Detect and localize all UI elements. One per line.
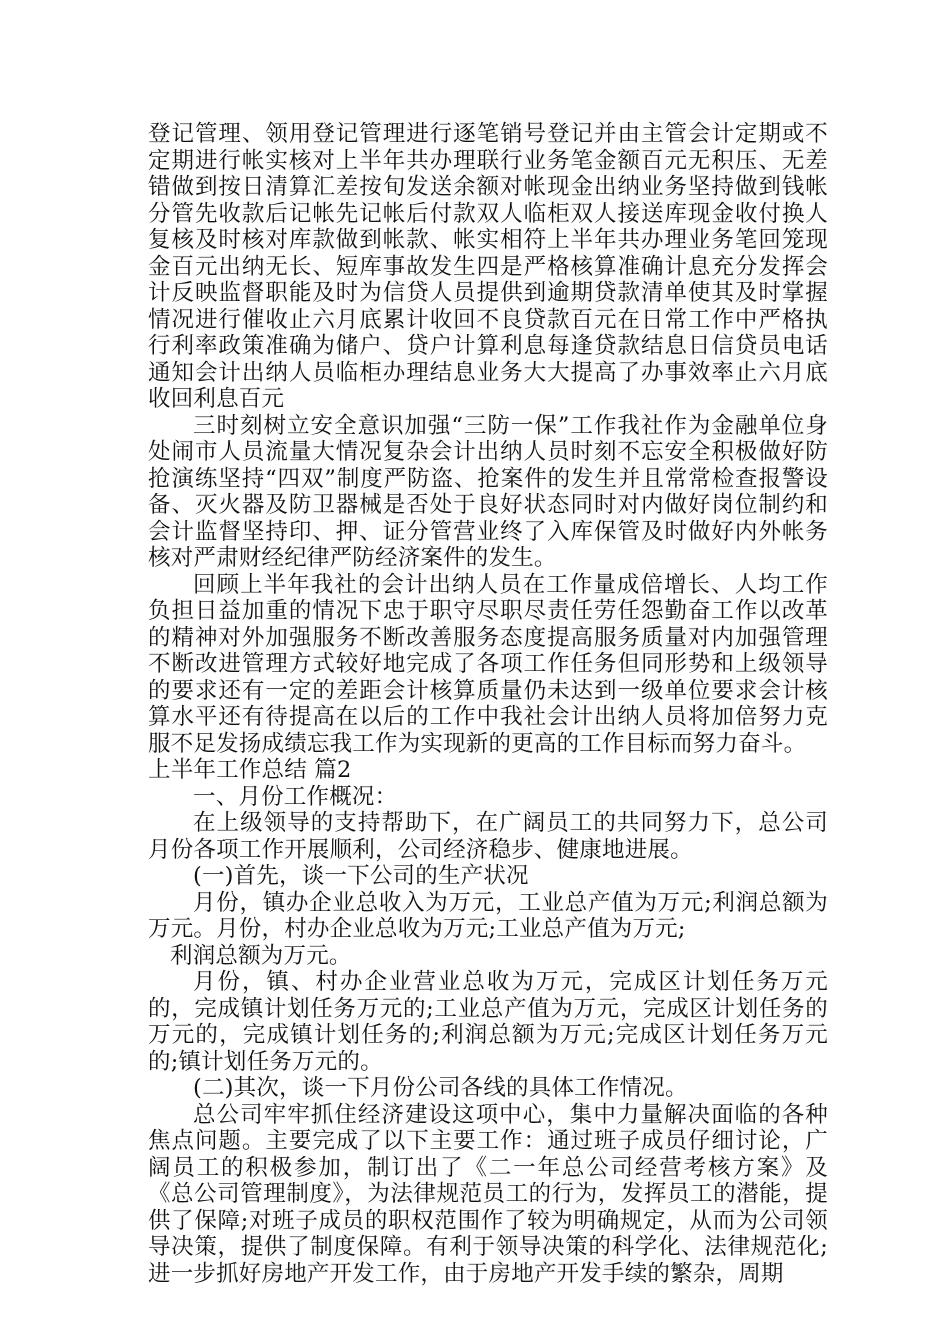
paragraph-security-awareness: 三时刻树立安全意识加强“三防一保”工作我社作为金融单位身处闹市人员流量大情况复杂会计出纳人员时刻不忘安全积极做好防抢演练坚持“四双”制度严防盗、抢案件的发生并且常常检查报警设备、灭火器及防卫器械是否处于良好状态同时对内做好岗位制约和会计监督坚持印、押、证分管营业终了入库保管及时做好内外帐务核对严肃财经纪律严防经济案件的发生。 [148, 412, 828, 571]
paragraph-work-heading: (二)其次，谈一下月份公司各线的具体工作情况。 [193, 1075, 688, 1101]
paragraph-overview-heading: 一、月份工作概况： [193, 783, 398, 810]
paragraph-production-heading: (一)首先，谈一下公司的生产状况 [193, 863, 529, 889]
paragraph-production-3: 月份，镇、村办企业营业总收为万元，完成区计划任务万元的，完成镇计划任务万元的;工业总产值为万元，完成区计划任务的万元的，完成镇计划任务的;利润总额为万元;完成区计划任务万元的;镇计划任务万元的。 [148, 969, 828, 1075]
document-body [148, 121, 828, 1287]
section-heading: 上半年工作总结 篇2 [148, 757, 352, 783]
paragraph-production-1: 月份，镇办企业总收入为万元，工业总产值为万元;利润总额为万元。月份，村办企业总收为万元;工业总产值为万元; [148, 889, 828, 942]
paragraph-review: 回顾上半年我社的会计出纳人员在工作量成倍增长、人均工作负担日益加重的情况下忠于职守尽职尽责任劳任怨勤奋工作以改革的精神对外加强服务不断改善服务态度提高服务质量对内加强管理不断改进管理方式较好地完成了各项工作任务但同形势和上级领导的要求还有一定的差距会计核算质量仍未达到一级单位要求会计核算水平还有待提高在以后的工作中我社会计出纳人员将加倍努力克服不足发扬成绩忘我工作为实现新的更高的工作目标而努力奋斗。 [148, 571, 828, 757]
paragraph-overview: 在上级领导的支持帮助下，在广阔员工的共同努力下，总公司月份各项工作开展顺利，公司经济稳步、健康地进展。 [148, 810, 828, 863]
paragraph-accounting-management: 登记管理、领用登记管理进行逐笔销号登记并由主管会计定期或不定期进行帐实核对上半年共办理联行业务笔金额百元无积压、无差错做到按日清算汇差按旬发送余额对帐现金出纳业务坚持做到钱帐分管先收款后记帐先记帐后付款双人临柜双人接送库现金收付换人复核及时核对库款做到帐款、帐实相符上半年共办理业务笔回笼现金百元出纳无长、短库事故发生四是严格核算准确计息充分发挥会计反映监督职能及时为信贷人员提供到逾期贷款清单使其及时掌握情况进行催收止六月底累计收回不良贷款百元在日常工作中严格执行利率政策准确为储户、贷户计算利息每逢贷款结息日信贷员电话通知会计出纳人员临柜办理结息业务大大提高了办事效率止六月底收回利息百元 [148, 121, 828, 412]
paragraph-production-2: 利润总额为万元。 [170, 942, 352, 969]
paragraph-work-details: 总公司牢牢抓住经济建设这项中心，集中力量解决面临的各种焦点问题。主要完成了以下主要工作：通过班子成员仔细讨论，广阔员工的积极参加，制订出了《二一年总公司经营考核方案》及《总公司管理制度》，为法律规范员工的行为，发挥员工的潜能，提供了保障;对班子成员的职权范围作了较为明确规定，从而为公司领导决策，提供了制度保障。有利于领导决策的科学化、法律规范化;进一步抓好房地产开发工作，由于房地产开发手续的繁杂，周期 [148, 1101, 828, 1287]
